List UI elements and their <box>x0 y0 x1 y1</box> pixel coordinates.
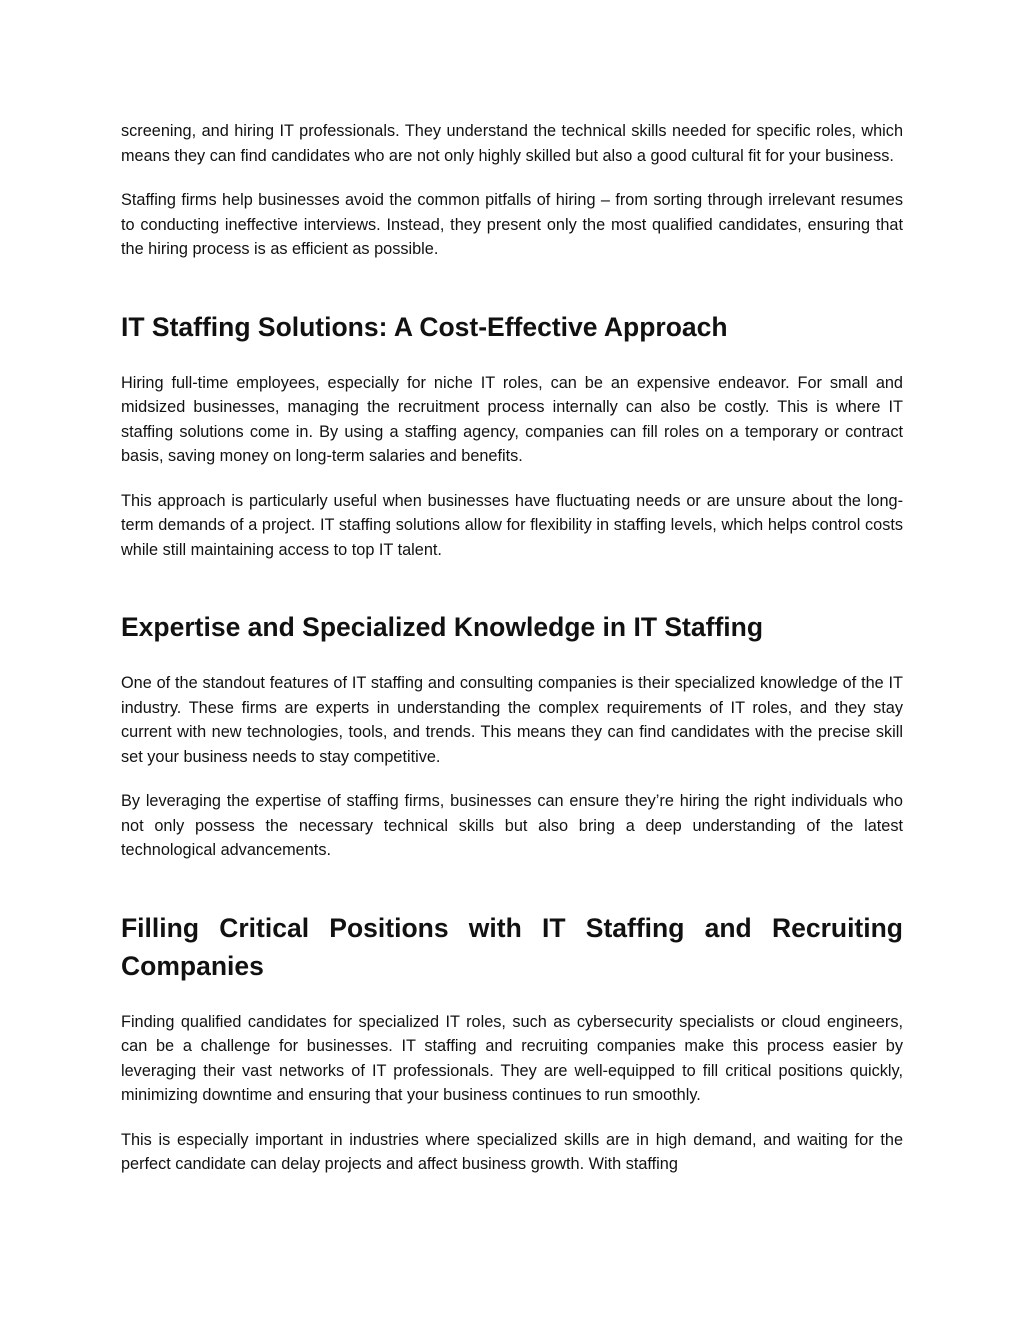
section-critical-positions <box>121 883 903 1177</box>
section-heading: Expertise and Specialized Knowledge in IT Staffing <box>121 612 764 642</box>
section-expertise <box>121 582 903 863</box>
section-paragraph: This approach is particularly useful when businesses have fluctuating needs or are unsure about the long-term demands of a project. IT staffing solutions allow for flexibility in staffing levels, which helps control costs while still maintaining access to top IT talent. <box>121 491 903 559</box>
section-paragraph: This is especially important in industries where specialized skills are in high demand, and waiting for the perfect candidate can delay projects and affect business growth. With staffing <box>121 1130 903 1173</box>
section-heading: Filling Critical Positions with IT Staffing and Recruiting Companies <box>121 912 903 981</box>
section-cost-effective <box>121 282 903 563</box>
document-page <box>121 119 903 1197</box>
section-paragraph: One of the standout features of IT staffing and consulting companies is their specialized knowledge of the IT industry. These firms are experts in understanding the complex requirements of IT roles, and they stay current with new technologies, tools, and trends. This means they can find candidates with the precise skill set your business needs to stay competitive. <box>121 674 903 766</box>
section-paragraph: Hiring full-time employees, especially for niche IT roles, can be an expensive endeavor. For small and midsized businesses, managing the recruitment process internally can also be costly. This is where IT staffing solutions come in. By using a staffing agency, companies can fill roles on a temporary or contract basis, saving money on long-term salaries and benefits. <box>121 373 903 465</box>
intro-paragraph-2: Staffing firms help businesses avoid the common pitfalls of hiring – from sorting through irrelevant resumes to conducting ineffective interviews. Instead, they present only the most qualified candidates, ensuring that the hiring process is as efficient as possible. <box>121 191 903 258</box>
section-paragraph: Finding qualified candidates for specialized IT roles, such as cybersecurity specialists or cloud engineers, can be a challenge for businesses. IT staffing and recruiting companies make this process easier by leveraging their vast networks of IT professionals. They are well-equipped to fill critical positions quickly, minimizing downtime and ensuring that your business continues to run smoothly. <box>121 1012 903 1104</box>
section-heading: IT Staffing Solutions: A Cost-Effective Approach <box>121 311 728 342</box>
intro-paragraph-1: screening, and hiring IT professionals. They understand the technical skills needed for specific roles, which means they can find candidates who are not only highly skilled but also a good cultural fit for your business. <box>121 122 903 165</box>
section-paragraph: By leveraging the expertise of staffing firms, businesses can ensure they’re hiring the right individuals who not only possess the necessary technical skills but also bring a deep understanding of the latest technological advancements. <box>121 792 903 859</box>
